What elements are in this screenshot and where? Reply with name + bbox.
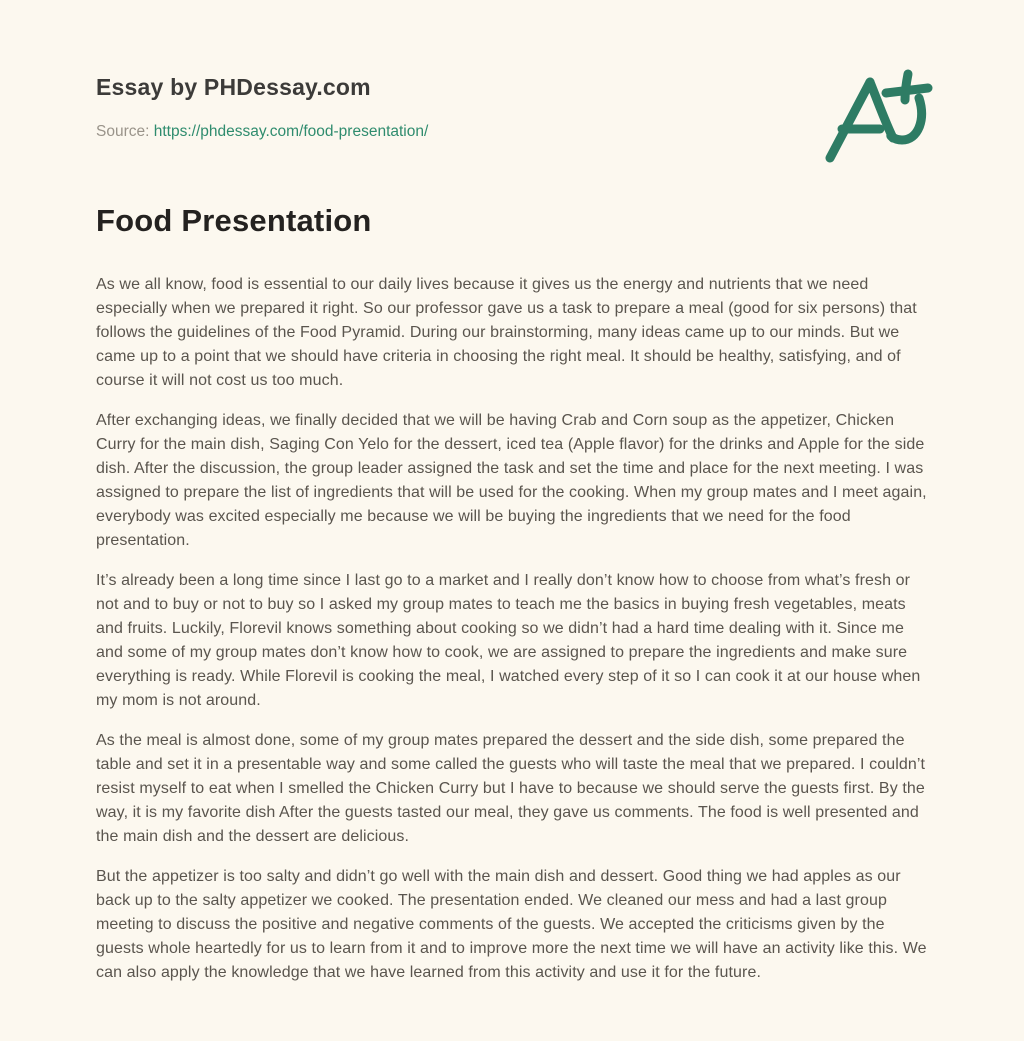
page-header [96,74,928,101]
essay-paragraph: As the meal is almost done, some of my group mates prepared the dessert and the side dish, some prepared the table and set it in a presentable way and some called the guests who will taste the meal that we prepared. I couldn’t resist myself to eat when I smelled the Chicken Curry but I have to because we should serve the guests first. By the way, it is my favorite dish After the guests tasted our meal, they gave us comments. The food is well presented and the main dish and the dessert are delicious. [96,732,926,845]
phdessay-a-plus-logo-icon [816,66,934,166]
source-label: Source: [96,123,150,140]
article-title: Food Presentation [96,203,372,238]
essay-paragraph: As we all know, food is essential to our daily lives because it gives us the energy and nutrients that we need especially when we prepared it right. So our professor gave us a task to prepare a meal (good for six persons) that follows the guidelines of the Food Pyramid. During our brainstorming, many ideas came up to our minds. But we came up to a point that we should have criteria in choosing the right meal. It should be healthy, satisfying, and of course it will not cost us too much. [96,276,917,389]
essay-paragraph: After exchanging ideas, we finally decided that we will be having Crab and Corn soup as the appetizer, Chicken Curry for the main dish, Saging Con Yelo for the dessert, iced tea (Apple flavor) for the drinks and Apple for the side dish. After the discussion, the group leader assigned the task and set the time and place for the next meeting. I was assigned to prepare the list of ingredients that will be used for the cooking. When my group mates and I meet again, everybody was excited especially me because we will be buying the ingredients that we need for the food presentation. [96,412,927,549]
article-body [96,273,928,985]
source-line [96,123,928,141]
essay-paragraph: It’s already been a long time since I last go to a market and I really don’t know how to choose from what’s fresh or not and to buy or not to buy so I asked my group mates to teach me the basics in buying fresh vegetables, meats and fruits. Luckily, Florevil knows something about cooking so we didn’t had a hard time dealing with it. Since me and some of my group mates don’t know how to cook, we are assigned to prepare the ingredients and make sure everything is ready. While Florevil is cooking the meal, I watched every step of it so I can cook it at our house when my mom is not around. [96,572,921,709]
source-url-link[interactable]: https://phdessay.com/food-presentation/ [153,123,429,140]
site-title: Essay by PHDessay.com [96,74,371,100]
essay-paragraph: But the appetizer is too salty and didn’t go well with the main dish and dessert. Good thing we had apples as our back up to the salty appetizer we cooked. The presentation ended. We cleaned our mess and had a last group meeting to discuss the positive and negative comments of the guests. We accepted the criticisms given by the guests whole heartedly for us to learn from it and to improve more the next time we will have an activity like this. We can also apply the knowledge that we have learned from this activity and use it for the future. [96,868,927,981]
